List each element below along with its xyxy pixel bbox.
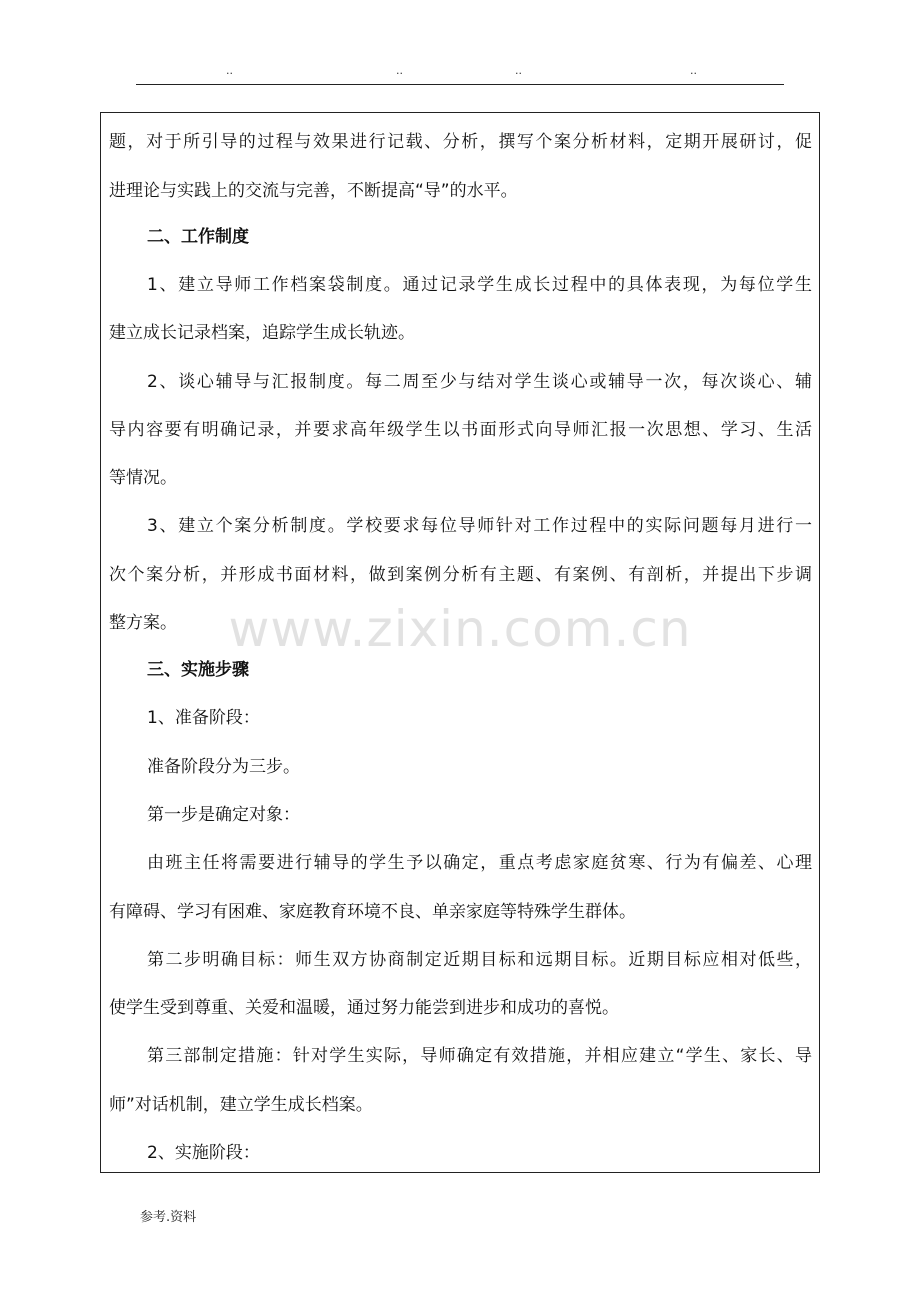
- paragraph-line: 使学生受到尊重、关爱和温暖，通过努力能尝到进步和成功的喜悦。: [109, 998, 619, 1018]
- paragraph-line: 2、谈心辅导与汇报制度。每二周至少与结对学生谈心或辅导一次，每次谈心、辅: [147, 372, 812, 392]
- paragraph-line: 第一步是确定对象：: [147, 805, 300, 825]
- paragraph-line: 准备阶段分为三步。: [147, 757, 300, 777]
- page-header: [0, 64, 920, 84]
- paragraph-line: 第二步明确目标：师生双方协商制定近期目标和远期目标。近期目标应相对低些，: [147, 950, 812, 970]
- paragraph-line: 等情况。: [109, 468, 177, 488]
- header-dots: ..: [515, 64, 522, 77]
- paragraph-line: 2、实施阶段：: [147, 1143, 260, 1163]
- page-footer: 参考.资料: [140, 1210, 197, 1225]
- paragraph-line: 题，对于所引导的过程与效果进行记载、分析，撰写个案分析材料，定期开展研讨，促: [109, 132, 812, 152]
- section-heading: 三、实施步骤: [147, 660, 249, 680]
- paragraph-line: 由班主任将需要进行辅导的学生予以确定，重点考虑家庭贫寒、行为有偏差、心理: [147, 853, 812, 873]
- paragraph-line: 第三部制定措施：针对学生实际，导师确定有效措施，并相应建立“学生、家长、导: [147, 1046, 812, 1066]
- paragraph-line: 1、准备阶段：: [147, 708, 260, 728]
- paragraph-line: 导内容要有明确记录，并要求高年级学生以书面形式向导师汇报一次思想、学习、生活: [109, 420, 812, 440]
- paragraph-line: 次个案分析，并形成书面材料，做到案例分析有主题、有案例、有剖析，并提出下步调: [109, 565, 812, 585]
- section-heading: 二、工作制度: [147, 227, 249, 247]
- header-dots: ..: [226, 64, 233, 77]
- paragraph-line: 进理论与实践上的交流与完善，不断提高“导”的水平。: [109, 181, 518, 201]
- paragraph-line: 1、建立导师工作档案袋制度。通过记录学生成长过程中的具体表现，为每位学生: [147, 275, 812, 295]
- paragraph-line: 3、建立个案分析制度。学校要求每位导师针对工作过程中的实际问题每月进行一: [147, 516, 812, 536]
- paragraph-line: 建立成长记录档案，追踪学生成长轨迹。: [109, 323, 415, 343]
- paragraph-line: 师”对话机制，建立学生成长档案。: [109, 1095, 373, 1115]
- paragraph-line: 有障碍、学习有困难、家庭教育环境不良、单亲家庭等特殊学生群体。: [109, 902, 636, 922]
- watermark: www.zixin.com.cn: [228, 600, 692, 658]
- header-rule: [136, 84, 784, 85]
- paragraph-line: 整方案。: [109, 613, 177, 633]
- header-dots: ..: [396, 64, 403, 77]
- header-dots: ..: [690, 64, 697, 77]
